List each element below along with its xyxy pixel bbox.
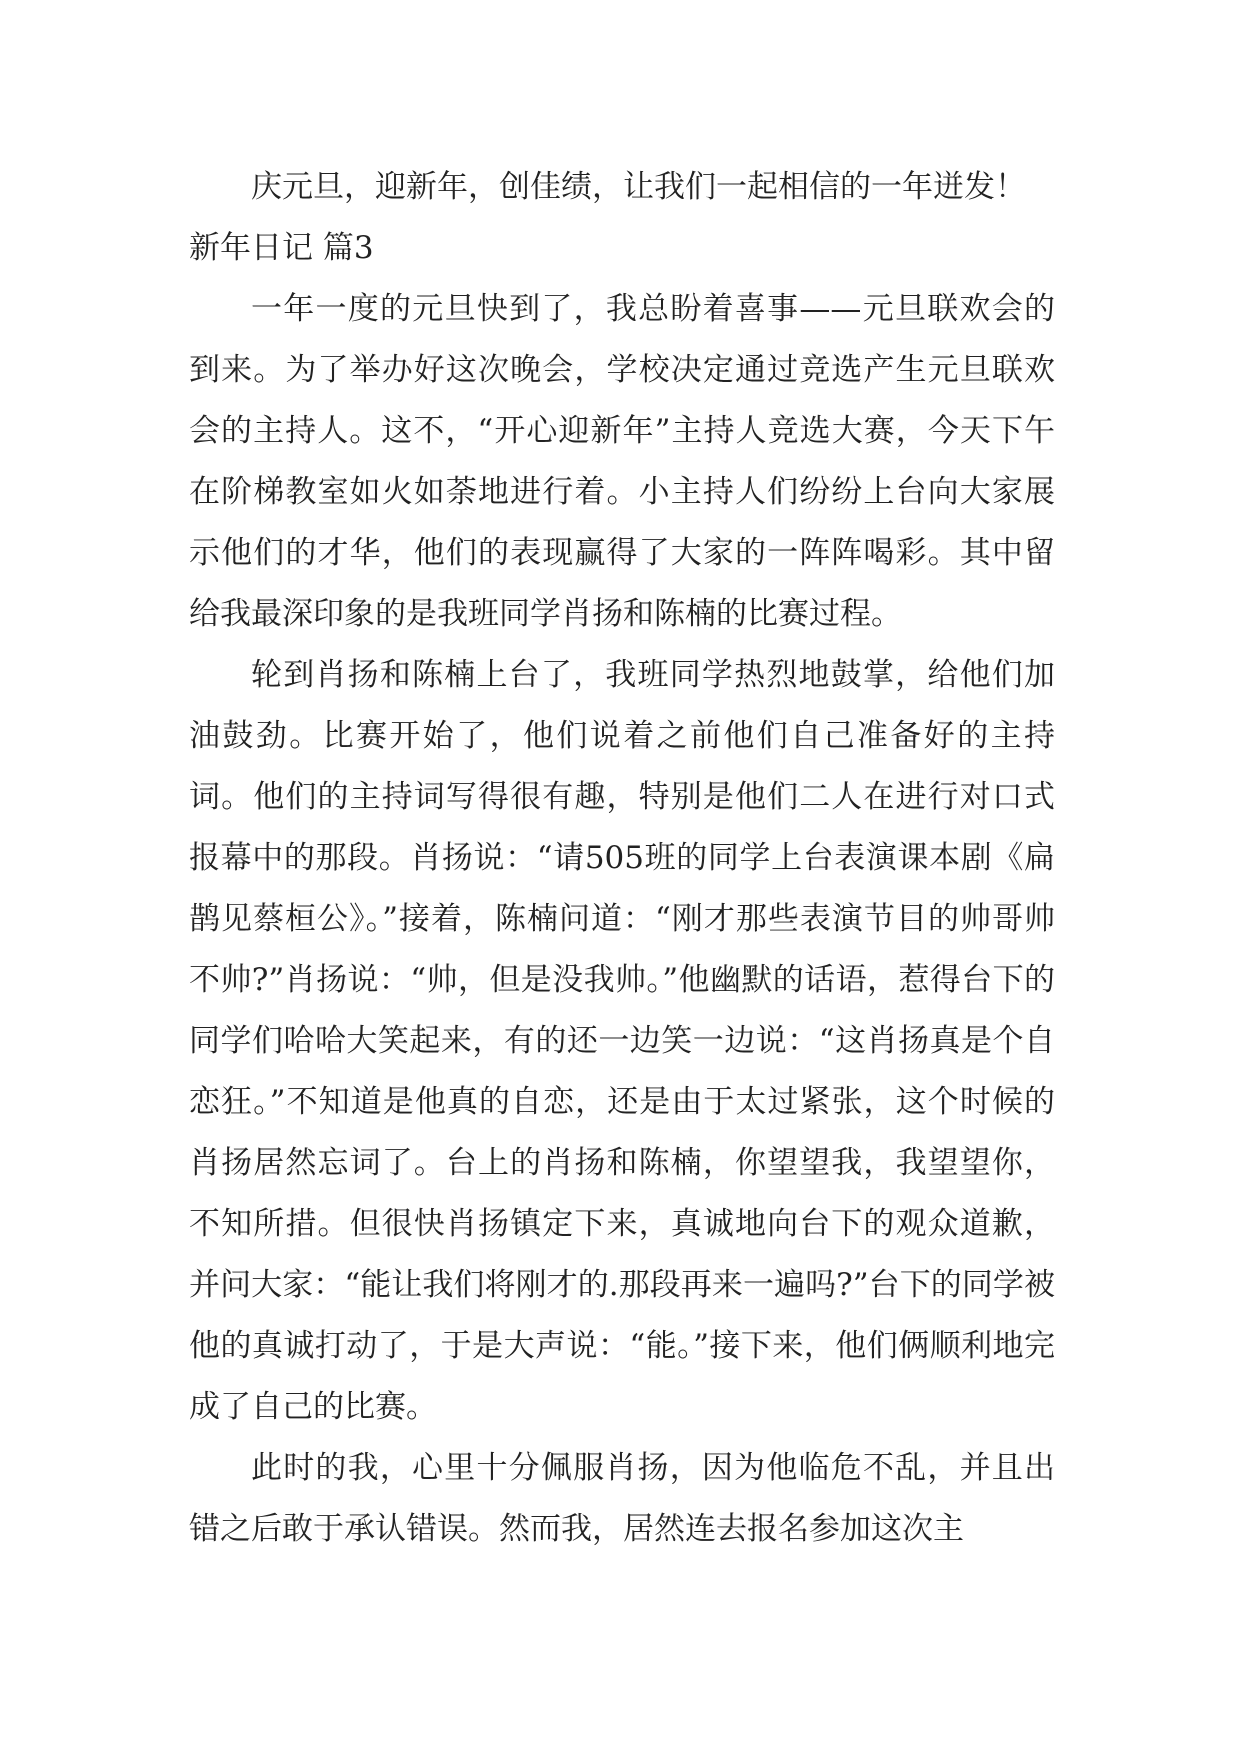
- paragraph-new-year-slogan: 庆元旦，迎新年，创佳绩，让我们一起相信的一年迸发！: [251, 169, 1026, 205]
- section-heading: 新年日记 篇3: [189, 230, 374, 266]
- document-body: [189, 157, 1055, 1560]
- paragraph-reflection: 此时的我，心里十分佩服肖扬，因为他临危不乱，并且出错之后敢于承认错误。然而我，居然连去报名参加这次主: [189, 1450, 1055, 1547]
- paragraph-competition: 轮到肖扬和陈楠上台了，我班同学热烈地鼓掌，给他们加油鼓劲。比赛开始了，他们说着之前他们自己准备好的主持词。他们的主持词写得很有趣，特别是他们二人在进行对口式报幕中的那段。肖扬说：“请505班的同学上台表演课本剧《扁鹊见蔡桓公》。”接着，陈楠问道：“刚才那些表演节目的帅哥帅不帅?”肖扬说：“帅，但是没我帅。”他幽默的话语，惹得台下的同学们哈哈大笑起来，有的还一边笑一边说：“这肖扬真是个自恋狂。”不知道是他真的自恋，还是由于太过紧张，这个时候的肖扬居然忘词了。台上的肖扬和陈楠，你望望我，我望望你，不知所措。但很快肖扬镇定下来，真诚地向台下的观众道歉，并问大家：“能让我们将刚才的.那段再来一遍吗?”台下的同学被他的真诚打动了，于是大声说：“能。”接下来，他们俩顺利地完成了自己的比赛。: [189, 657, 1055, 1425]
- paragraph-intro: 一年一度的元旦快到了，我总盼着喜事——元旦联欢会的到来。为了举办好这次晚会，学校决定通过竞选产生元旦联欢会的主持人。这不，“开心迎新年”主持人竞选大赛，今天下午在阶梯教室如火如荼地进行着。小主持人们纷纷上台向大家展示他们的才华，他们的表现赢得了大家的一阵阵喝彩。其中留给我最深印象的是我班同学肖扬和陈楠的比赛过程。: [189, 291, 1055, 632]
